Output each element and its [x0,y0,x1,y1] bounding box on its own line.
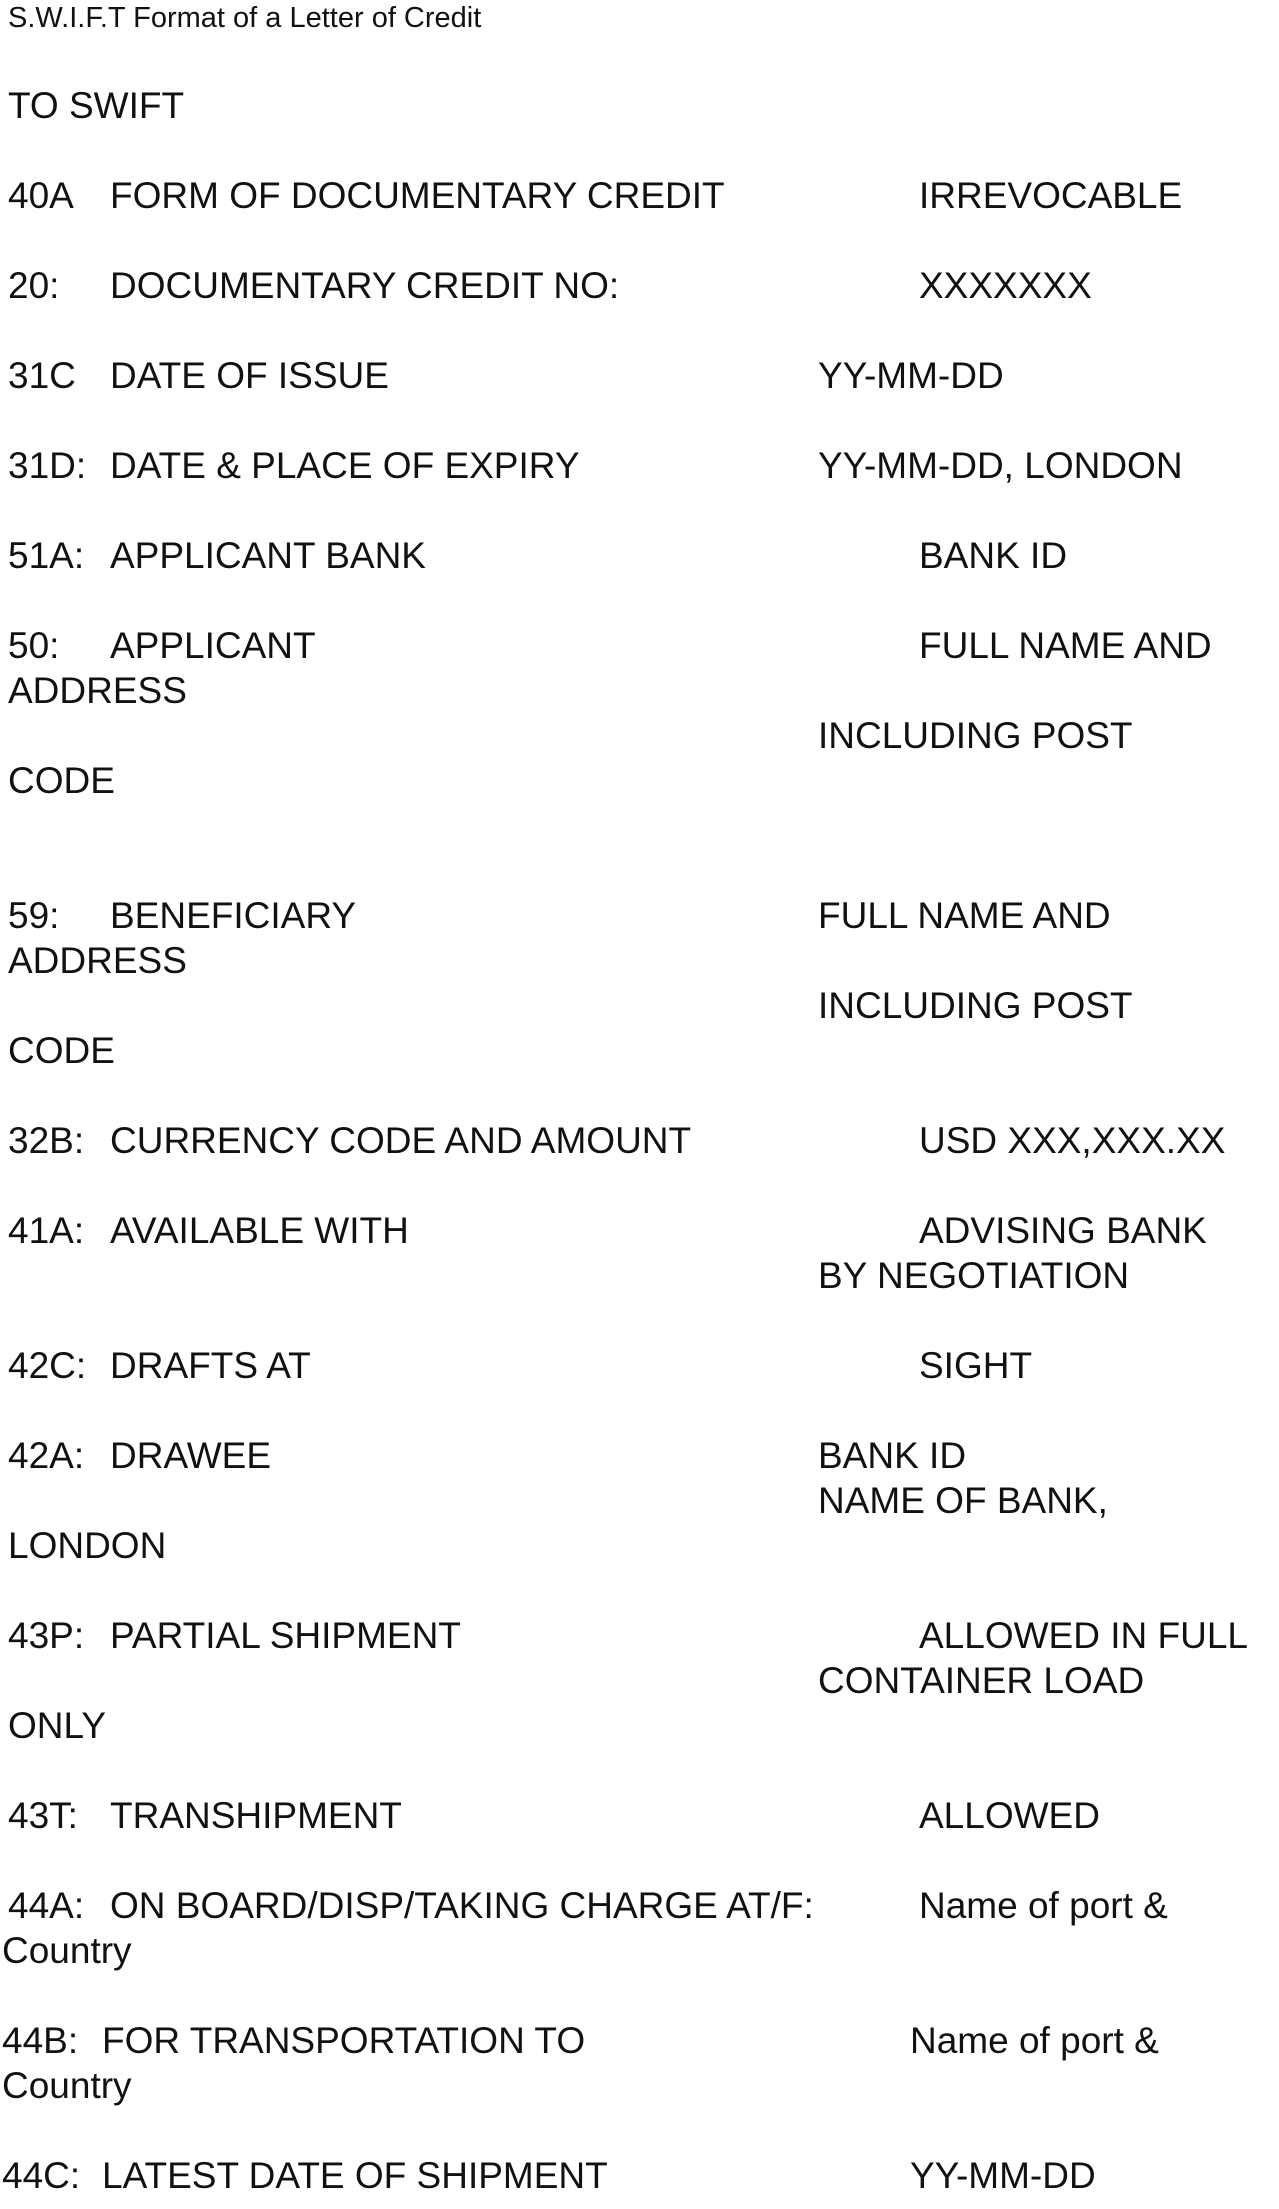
field-value: FULL NAME AND [818,895,1111,936]
field-tag: 43T: [8,1795,78,1836]
field-value: IRREVOCABLE [919,175,1183,216]
field-value: Name of port & [919,1885,1168,1926]
field-tag: 42A: [8,1435,85,1476]
field-label: DOCUMENTARY CREDIT NO: [110,265,620,306]
field-tag: 31D: [8,445,87,486]
field-label: DRAFTS AT [110,1345,311,1386]
field-wrap-line: BY NEGOTIATION [818,1255,1130,1296]
field-tag: 44B: [2,2020,79,2061]
field-wrap-line: ADDRESS [8,670,187,711]
field-value: BANK ID [919,535,1068,576]
field-value: SIGHT [919,1345,1033,1386]
field-label: AVAILABLE WITH [110,1210,409,1251]
field-tag: 43P: [8,1615,85,1656]
field-wrap-line: INCLUDING POST [818,715,1133,756]
field-wrap-line: Country [2,2065,132,2106]
field-tag: 44A: [8,1885,85,1926]
field-wrap-line: LONDON [8,1525,167,1566]
field-value: FULL NAME AND [919,625,1212,666]
field-tag: 42C: [8,1345,87,1386]
field-wrap-line: CONTAINER LOAD [818,1660,1145,1701]
field-wrap-line: CODE [8,760,115,801]
field-wrap-line: ONLY [8,1705,107,1746]
field-tag: 44C: [2,2155,81,2196]
field-value: ALLOWED IN FULL [919,1615,1248,1656]
field-value: USD XXX,XXX.XX [919,1120,1226,1161]
field-label: FOR TRANSPORTATION TO [102,2020,586,2061]
document-header: TO SWIFT [8,85,185,126]
field-label: PARTIAL SHIPMENT [110,1615,461,1656]
field-label: DATE & PLACE OF EXPIRY [110,445,580,486]
field-label: DATE OF ISSUE [110,355,389,396]
field-tag: 51A: [8,535,85,576]
field-value: BANK ID [818,1435,967,1476]
field-tag: 59: [8,895,60,936]
field-label: APPLICANT BANK [110,535,426,576]
field-value: YY-MM-DD [818,355,1004,396]
field-label: LATEST DATE OF SHIPMENT [102,2155,608,2196]
field-value: YY-MM-DD, LONDON [818,445,1183,486]
field-tag: 31C [8,355,76,396]
field-wrap-line: ADDRESS [8,940,187,981]
field-value: ALLOWED [919,1795,1100,1836]
field-value: ADVISING BANK [919,1210,1207,1251]
field-wrap-line: NAME OF BANK, [818,1480,1108,1521]
field-label: BENEFICIARY [110,895,357,936]
field-wrap-line: INCLUDING POST [818,985,1133,1026]
field-tag: 50: [8,625,60,666]
field-label: CURRENCY CODE AND AMOUNT [110,1120,692,1161]
field-tag: 40A [8,175,74,216]
field-label: APPLICANT [110,625,316,666]
field-label: DRAWEE [110,1435,272,1476]
field-value: YY-MM-DD [910,2155,1096,2196]
field-tag: 41A: [8,1210,85,1251]
field-label: TRANSHIPMENT [110,1795,402,1836]
field-tag: 20: [8,265,60,306]
document-title: S.W.I.F.T Format of a Letter of Credit [8,2,482,34]
field-label: ON BOARD/DISP/TAKING CHARGE AT/F: [110,1885,814,1926]
field-wrap-line: Country [2,1930,132,1971]
field-value: Name of port & [910,2020,1159,2061]
field-value: XXXXXXX [919,265,1092,306]
field-label: FORM OF DOCUMENTARY CREDIT [110,175,725,216]
field-tag: 32B: [8,1120,85,1161]
field-wrap-line: CODE [8,1030,115,1071]
